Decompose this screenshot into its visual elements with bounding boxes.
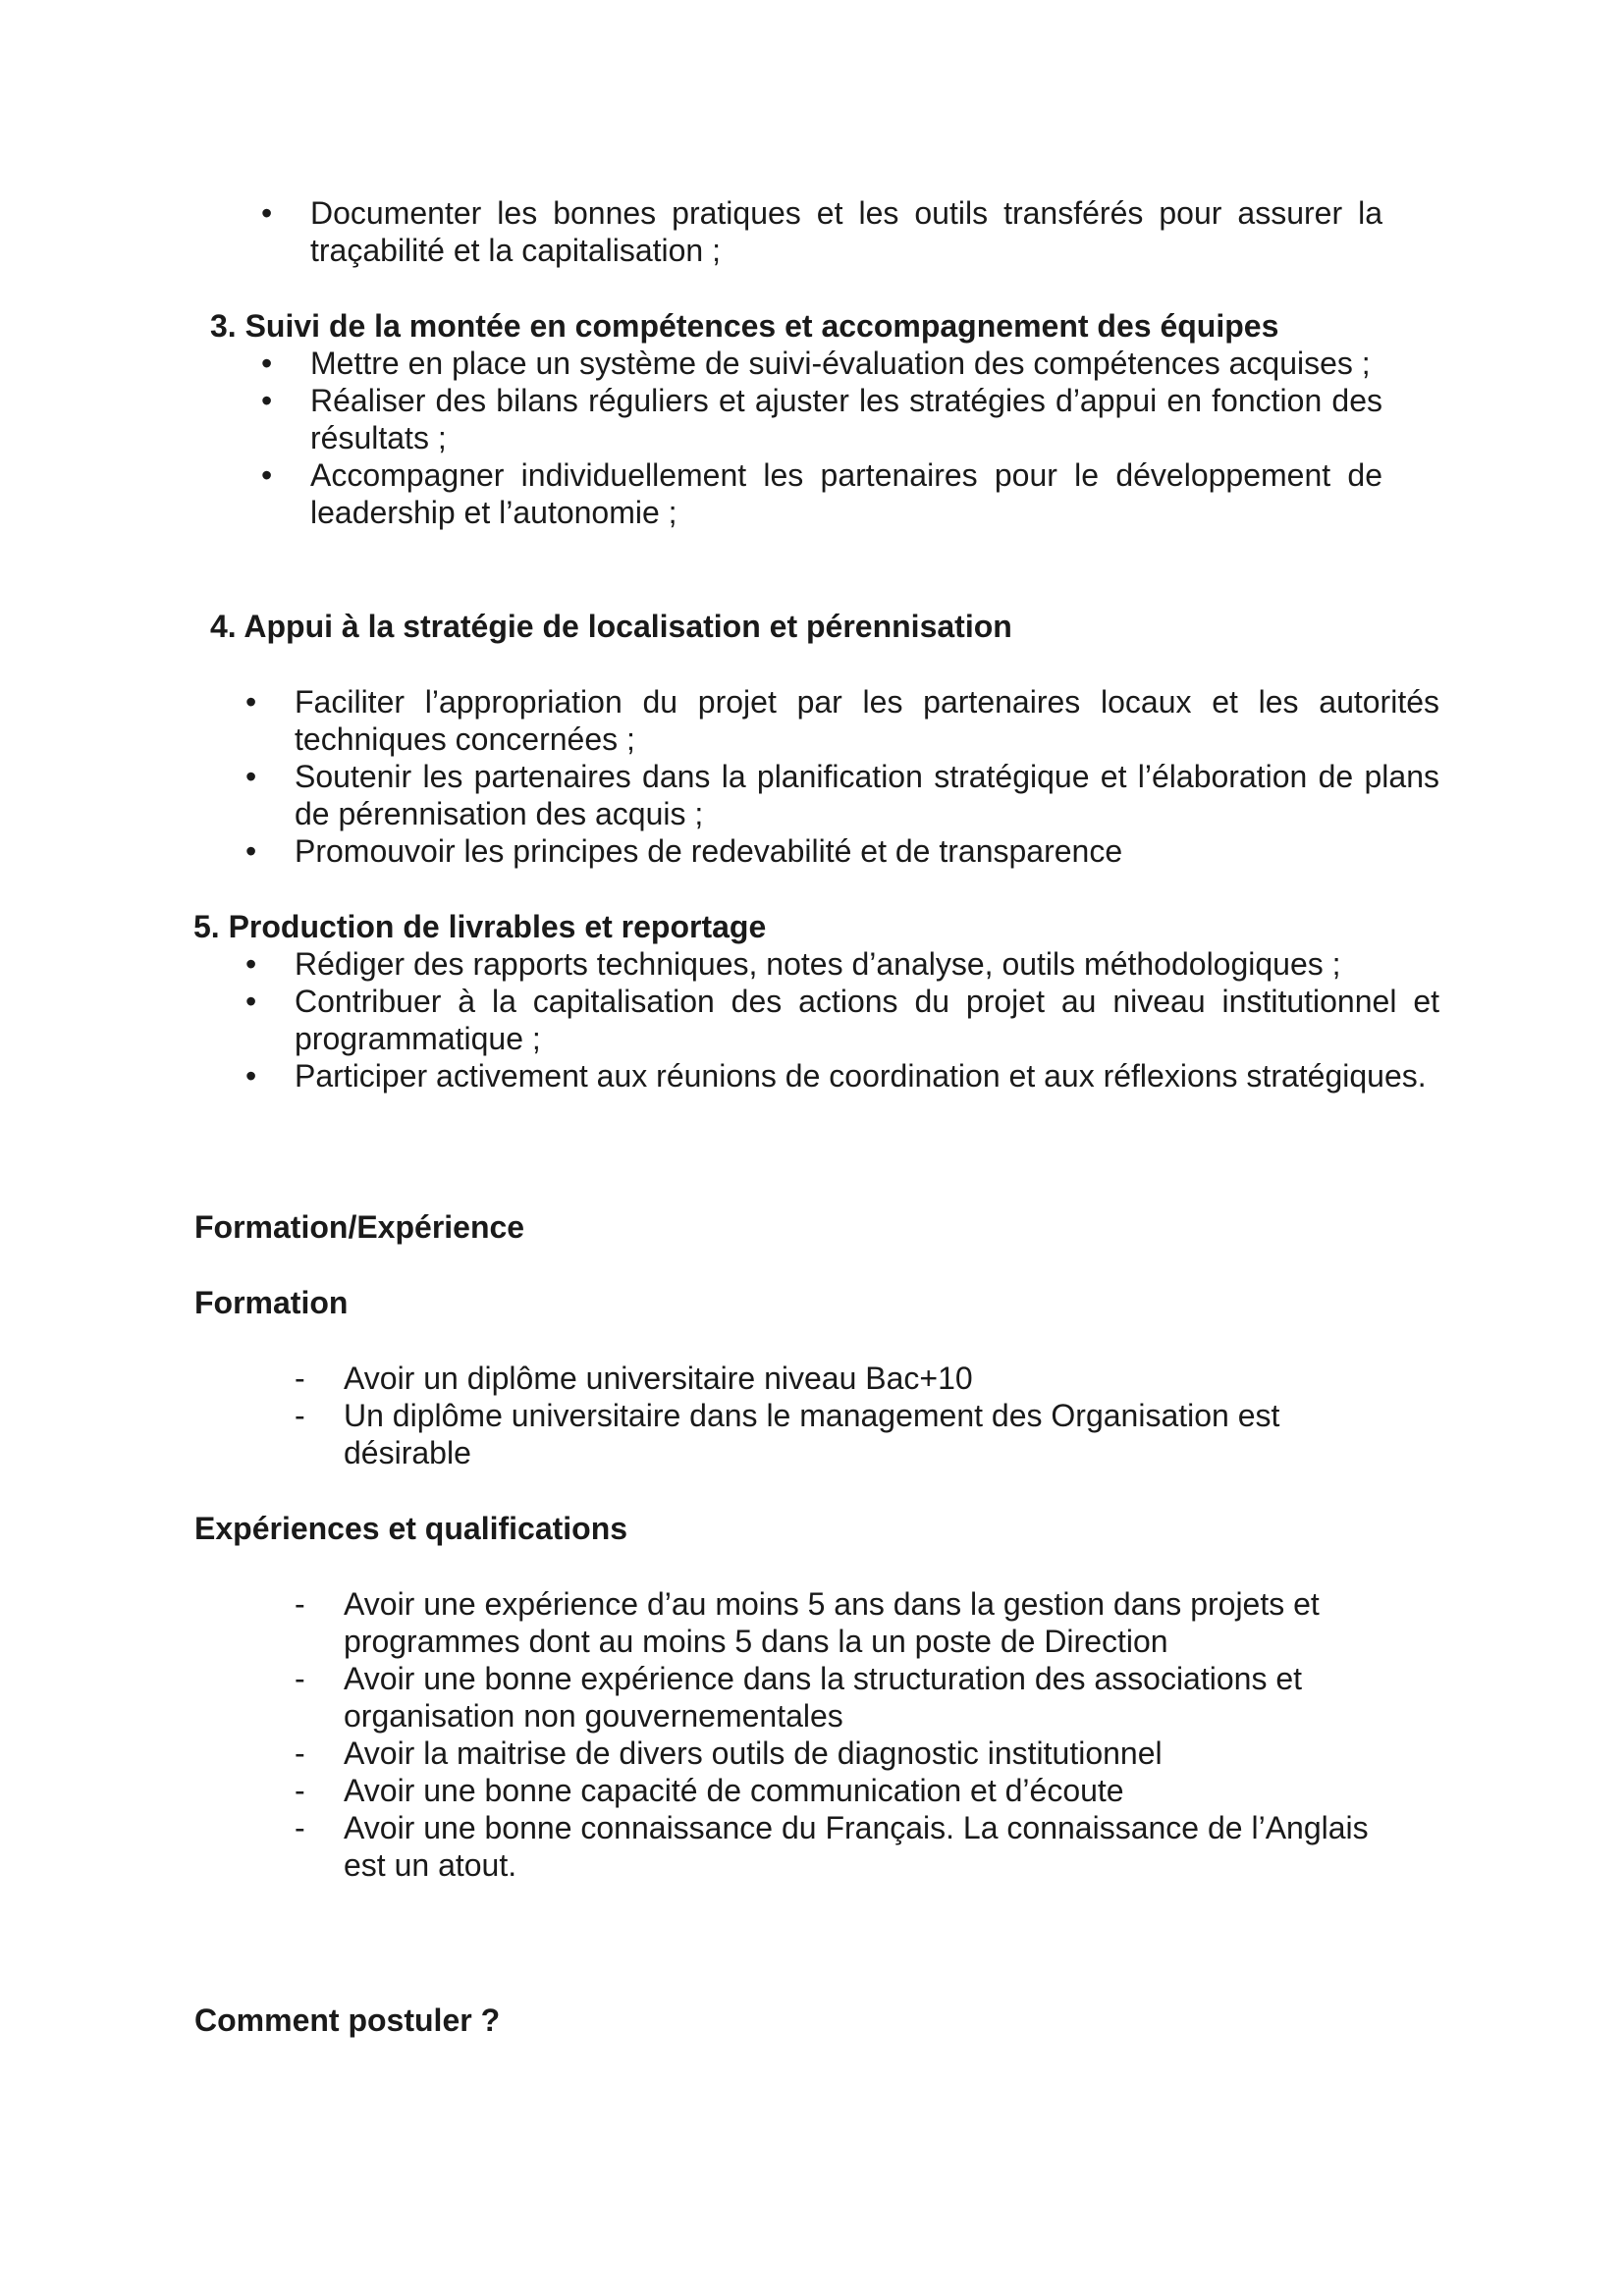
section-3-heading: 3. Suivi de la montée en compétences et accompagnement des équipes [210,308,1279,344]
bullet-icon: • [261,195,273,231]
bullet-icon: • [245,833,257,869]
list-item: • Faciliter l’appropriation du projet par les partenaires locaux et les autorités techniques concernées ; [245,684,1439,757]
dash-icon: - [295,1586,305,1622]
list-item: - Avoir une bonne capacité de communication et d’écoute [295,1773,1124,1808]
formation-experience-heading: Formation/Expérience [194,1209,525,1245]
list-item: • Soutenir les partenaires dans la planification stratégique et l’élaboration de plans de pérennisation des acquis ; [245,759,1439,831]
dash-icon: - [295,1661,305,1696]
list-item: - Avoir une bonne connaissance du Français. La connaissance de l’Anglais est un atout. [295,1810,1369,1883]
bullet-icon: • [245,984,257,1019]
list-item: - Avoir une expérience d’au moins 5 ans dans la gestion dans projets et programmes dont au moins 5 dans la un poste de Direction [295,1586,1320,1659]
list-item: • Contribuer à la capitalisation des actions du projet au niveau institutionnel et programmatique ; [245,984,1439,1056]
dash-icon: - [295,1735,305,1771]
list-item: • Documenter les bonnes pratiques et les outils transférés pour assurer la traçabilité et la capitalisation ; [261,195,1382,268]
list-item: - Avoir une bonne expérience dans la structuration des associations et organisation non gouvernementales [295,1661,1303,1734]
list-item: - Avoir un diplôme universitaire niveau Bac+10 [295,1361,973,1396]
bullet-icon: • [245,684,257,720]
section-5-list [0,945,1624,1095]
section-4-heading: 4. Appui à la stratégie de localisation et pérennisation [210,609,1012,644]
intro-list [0,194,1624,269]
list-item: • Rédiger des rapports techniques, notes d’analyse, outils méthodologiques ; [245,946,1341,982]
bullet-icon: • [261,383,273,418]
list-item: • Mettre en place un système de suivi-évaluation des compétences acquises ; [261,346,1371,381]
section-4-list [0,683,1624,870]
dash-icon: - [295,1810,305,1845]
list-item: • Accompagner individuellement les partenaires pour le développement de leadership et l’autonomie ; [261,457,1382,530]
formation-heading: Formation [194,1285,349,1320]
list-item: - Un diplôme universitaire dans le management des Organisation est désirable [295,1398,1280,1470]
section-3-list [0,345,1624,531]
list-item: - Avoir la maitrise de divers outils de diagnostic institutionnel [295,1735,1163,1771]
experiences-heading: Expériences et qualifications [194,1511,628,1546]
how-to-apply-heading: Comment postuler ? [194,2002,501,2038]
bullet-icon: • [245,759,257,794]
dash-icon: - [295,1361,305,1396]
list-item: • Participer activement aux réunions de coordination et aux réflexions stratégiques. [245,1058,1427,1094]
bullet-icon: • [261,346,273,381]
section-5-heading: 5. Production de livrables et reportage [193,909,767,944]
list-item: • Réaliser des bilans réguliers et ajuster les stratégies d’appui en fonction des résultats ; [261,383,1382,455]
formation-list [0,1360,1624,1471]
bullet-icon: • [245,1058,257,1094]
dash-icon: - [295,1398,305,1433]
list-item: • Promouvoir les principes de redevabilité et de transparence [245,833,1123,869]
bullet-icon: • [261,457,273,493]
dash-icon: - [295,1773,305,1808]
bullet-icon: • [245,946,257,982]
experiences-list [0,1585,1624,1884]
